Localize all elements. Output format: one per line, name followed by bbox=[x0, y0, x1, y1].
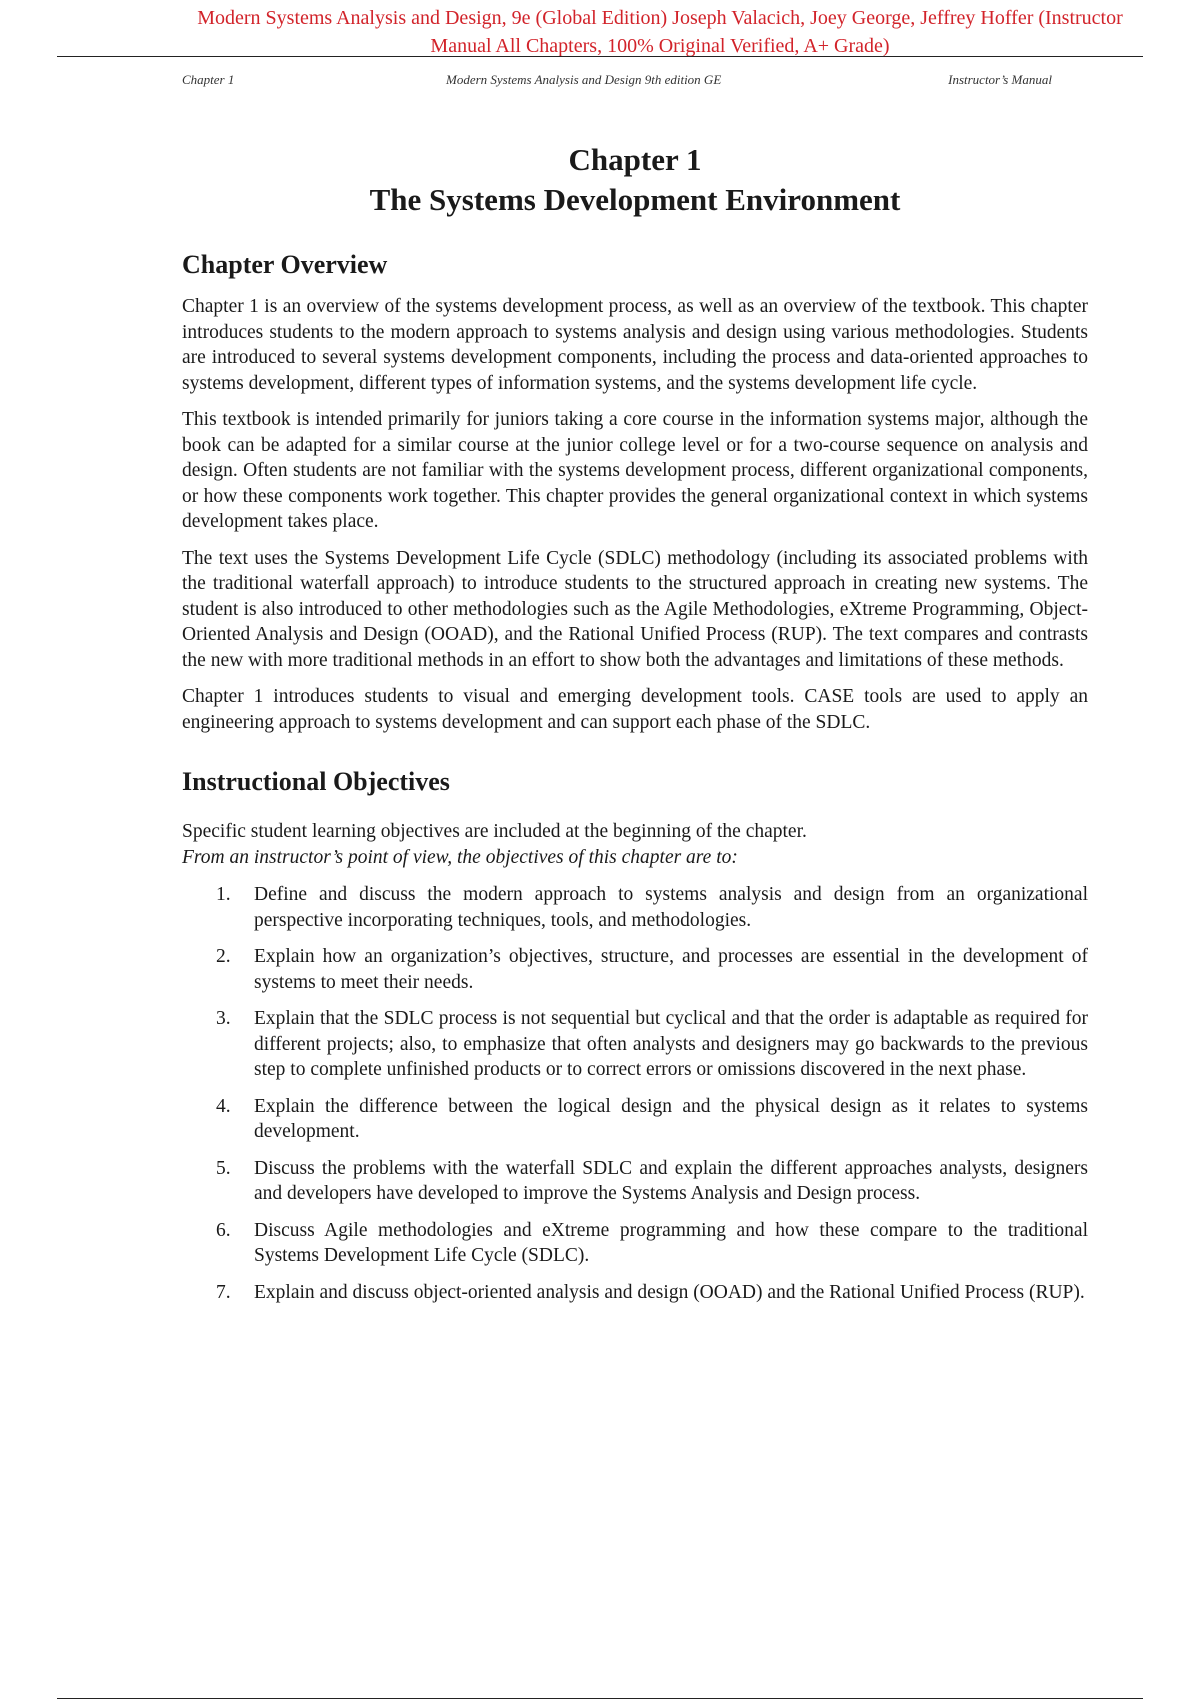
objective-item bbox=[182, 1280, 1088, 1306]
objective-text: Discuss the problems with the waterfall SDLC and explain the different approaches analysts, designers and developers have developed to improve the Systems Analysis and Design process. bbox=[254, 1157, 1088, 1204]
chapter-number: Chapter 1 bbox=[568, 142, 702, 177]
page-body bbox=[182, 140, 1088, 1316]
objective-text: Explain that the SDLC process is not sequential but cyclical and that the order is adaptable as required for different projects; also, to emphasize that often analysts and designers may go backwards to the previous step to complete unfinished products or to correct errors or omissions discovered in the next phase. bbox=[254, 1008, 1088, 1080]
objectives-intro: Specific student learning objectives are included at the beginning of the chapter. bbox=[182, 821, 807, 842]
running-header bbox=[182, 72, 1052, 90]
objective-text: Discuss Agile methodologies and eXtreme programming and how these compare to the traditional Systems Development Life Cycle (SDLC). bbox=[254, 1219, 1088, 1266]
footer-divider bbox=[57, 1698, 1143, 1699]
objective-number: 1. bbox=[216, 884, 231, 905]
objective-text: Explain how an organization’s objectives, structure, and processes are essential in the development of systems to meet their needs. bbox=[254, 946, 1088, 993]
overview-heading: Chapter Overview bbox=[182, 250, 388, 279]
objectives-intro-italic: From an instructor’s point of view, the objectives of this chapter are to: bbox=[182, 846, 738, 868]
objectives-heading: Instructional Objectives bbox=[182, 767, 450, 796]
banner-line-2: Manual All Chapters, 100% Original Verified, A+ Grade) bbox=[430, 35, 890, 57]
objective-item bbox=[182, 882, 1088, 933]
objective-number: 6. bbox=[216, 1219, 231, 1241]
overview-paragraph-1: Chapter 1 is an overview of the systems development process, as well as an overview of the textbook. This chapter introduces students to the modern approach to systems analysis and design using various methodologies. Students are introduced to several systems development components, including the process and data-oriented approaches to systems development, different types of information systems, and the systems development life cycle. bbox=[182, 296, 1088, 394]
objective-number: 2. bbox=[216, 946, 231, 967]
objective-text: Define and discuss the modern approach to systems analysis and design from an organizational perspective incorporating techniques, tools, and methodologies. bbox=[254, 884, 1088, 931]
overview-paragraph-4: Chapter 1 introduces students to visual and emerging development tools. CASE tools are used to apply an engineering approach to systems development and can support each phase of the SDLC. bbox=[182, 686, 1088, 733]
chapter-name: The Systems Development Environment bbox=[369, 182, 901, 217]
overview-paragraph-3: The text uses the Systems Development Life Cycle (SDLC) methodology (including its associated problems with the traditional waterfall approach) to introduce students to the structured approach in creating new systems. The student is also introduced to other methodologies such as the Agile Methodologies, eXtreme Programming, Object-Oriented Analysis and Design (OOAD), and the Rational Unified Process (RUP). The text compares and contrasts the new with more traditional methods in an effort to show both the advantages and limitations of these methods. bbox=[182, 547, 1088, 671]
objective-number: 5. bbox=[216, 1157, 231, 1179]
objective-number: 3. bbox=[216, 1008, 231, 1029]
objective-item bbox=[182, 1006, 1088, 1083]
objective-item bbox=[182, 1094, 1088, 1145]
banner-divider bbox=[57, 56, 1143, 57]
chapter-overview-section bbox=[182, 248, 1088, 735]
objective-text: Explain the difference between the logical design and the physical design as it relates to systems development. bbox=[254, 1095, 1088, 1142]
objective-item bbox=[182, 1218, 1088, 1269]
objective-text: Explain and discuss object-oriented analysis and design (OOAD) and the Rational Unified Process (RUP). bbox=[254, 1281, 1085, 1303]
instructional-objectives-section bbox=[182, 765, 1088, 1305]
banner-line-1: Modern Systems Analysis and Design, 9e (Global Edition) Joseph Valacich, Joey George, Jeffrey Hoffer (Instructor bbox=[197, 7, 1123, 29]
objectives-list bbox=[182, 882, 1088, 1305]
objective-number: 4. bbox=[216, 1095, 231, 1117]
objective-number: 7. bbox=[216, 1281, 231, 1303]
running-header-book-title: Modern Systems Analysis and Design 9th edition GE bbox=[446, 72, 722, 87]
source-banner bbox=[140, 4, 1180, 60]
running-header-chapter: Chapter 1 bbox=[182, 72, 235, 87]
objective-item bbox=[182, 944, 1088, 995]
overview-paragraph-2: This textbook is intended primarily for juniors taking a core course in the information systems major, although the book can be adapted for a similar course at the junior college level or for a two-course sequence on analysis and design. Often students are not familiar with the systems development process, different organizational components, or how these components work together. This chapter provides the general organizational context in which systems development takes place. bbox=[182, 409, 1088, 532]
objective-item bbox=[182, 1156, 1088, 1207]
running-header-manual: Instructor’s Manual bbox=[948, 72, 1052, 87]
chapter-title bbox=[182, 140, 1088, 220]
